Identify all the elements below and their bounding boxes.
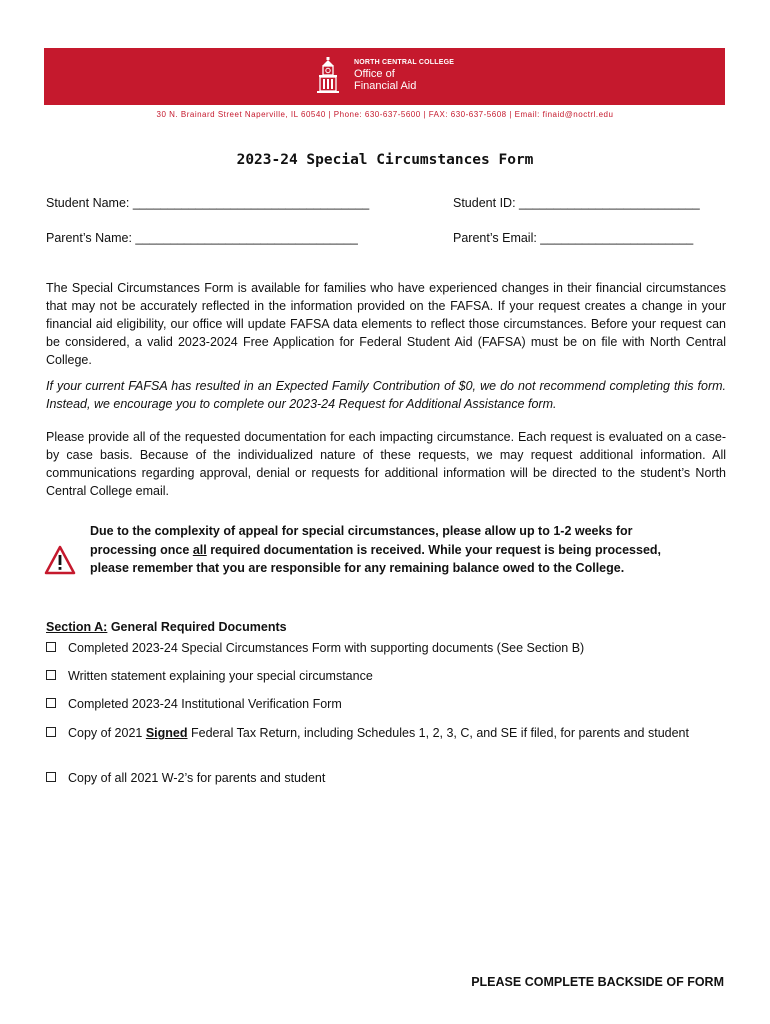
parent-email-field[interactable]: Parent’s Email: ______________________ — [453, 231, 694, 245]
office-name — [354, 68, 416, 92]
efc-note: If your current FAFSA has resulted in an Expected Family Contribution of $0, we do not recommend completing this form. Instead, we encourage you to complete our 2023-24 Request for Additional Assistance form. — [46, 379, 726, 411]
section-a-heading — [46, 620, 287, 634]
college-logo — [316, 57, 476, 97]
warning-icon — [44, 545, 76, 575]
checklist-item-text — [68, 725, 718, 741]
student-name-field[interactable]: Student Name: __________________________________ — [46, 196, 370, 210]
contact-line: 30 N. Brainard Street Naperville, IL 60540 | Phone: 630-637-5600 | FAX: 630-637-5608 | Email: finaid@noctrl.edu — [156, 110, 614, 119]
college-name: NORTH CENTRAL COLLEGE — [354, 59, 455, 66]
documentation-paragraph: Please provide all of the requested documentation for each impacting circumstance. Each request is evaluated on a case-by case basis. Because of the individualized nature of these requests, we may request additional information. All communications regarding approval, denial or requests for additional information will be directed to the student’s North Central College email. — [46, 430, 726, 498]
section-a-title: General Required Documents — [107, 620, 287, 634]
checkbox[interactable] — [46, 727, 56, 737]
student-id-field[interactable]: Student ID: __________________________ — [453, 196, 700, 210]
checklist-item-text: Completed 2023-24 Special Circumstances Form with supporting documents (See Section B) — [68, 641, 585, 655]
college-tower-icon — [316, 57, 340, 93]
tax-return-text-pre: Copy of 2021 — [68, 726, 146, 740]
checklist-item-text: Copy of all 2021 W-2’s for parents and student — [68, 771, 326, 785]
signed-emphasis: Signed — [145, 726, 188, 740]
notice-text-2: required documentation is received. While your request is being processed, please remember that you are responsible for any remaining balance owed to the College. — [90, 542, 662, 575]
checkbox[interactable] — [46, 642, 56, 652]
office-line-2: Financial Aid — [354, 80, 417, 92]
intro-paragraph: The Special Circumstances Form is available for families who have experienced changes in their financial circumstances that may not be accurately reflected in the information provided on the FAFSA. If your request creates a change in your financial aid eligibility, our office will update FAFSA data elements to reflect those circumstances. Before your request can be considered, a valid 2023-2024 Free Application for Federal Student Aid (FAFSA) must be on file with North Central College. — [46, 281, 726, 367]
checkbox[interactable] — [46, 772, 56, 782]
checklist-item-text: Completed 2023-24 Institutional Verification Form — [68, 697, 342, 711]
checklist-item-text: Written statement explaining your special circumstance — [68, 669, 373, 683]
office-line-1: Office of — [354, 68, 395, 80]
parent-name-field[interactable]: Parent’s Name: ________________________________ — [46, 231, 358, 245]
notice-emphasis: all — [192, 542, 207, 557]
checkbox[interactable] — [46, 670, 56, 680]
section-a-label: Section A: — [46, 620, 108, 634]
form-title: 2023-24 Special Circumstances Form — [236, 152, 534, 168]
header-banner — [44, 48, 725, 105]
backside-notice: PLEASE COMPLETE BACKSIDE OF FORM — [471, 975, 724, 989]
tax-return-text-post: Federal Tax Return, including Schedules 1, 2, 3, C, and SE if filed, for parents and student — [187, 726, 689, 740]
notice-text-1: Due to the complexity of appeal for special circumstances, please allow up to 1-2 weeks for processing once — [90, 524, 633, 557]
processing-notice — [90, 522, 690, 578]
checkbox[interactable] — [46, 698, 56, 708]
